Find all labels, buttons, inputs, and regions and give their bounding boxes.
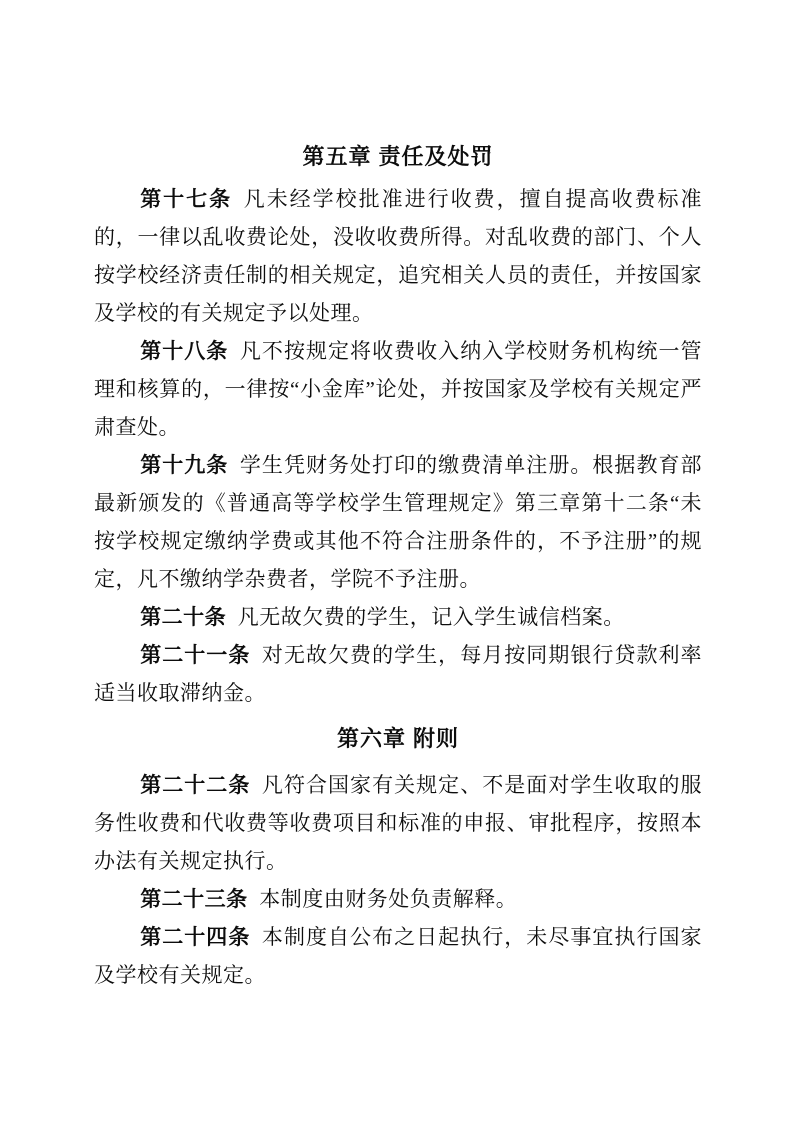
article-24	[94, 918, 702, 994]
article-18	[94, 332, 702, 446]
article-24-text: 本制度自公布之日起执行，未尽事宜执行国家及学校有关规定。	[94, 925, 703, 987]
article-18-label: 第十八条	[140, 339, 229, 363]
chapter-5-heading: 第五章 责任及处罚	[302, 144, 494, 169]
article-20	[94, 598, 702, 636]
article-20-text: 凡无故欠费的学生，记入学生诚信档案。	[237, 605, 625, 629]
article-17-label: 第十七条	[140, 187, 233, 211]
article-23-label: 第二十三条	[140, 887, 248, 911]
article-23	[94, 880, 702, 918]
article-22	[94, 766, 702, 880]
article-18-text: 凡不按规定将收费收入纳入学校财务机构统一管理和核算的，一律按“小金库”论处，并按国家及学校有关规定严肃查处。	[94, 339, 703, 439]
article-21	[94, 636, 702, 712]
article-20-label: 第二十条	[140, 605, 227, 629]
article-19-text: 学生凭财务处打印的缴费清单注册。根据教育部最新颁发的《普通高等学校学生管理规定》第三章第十二条“未按学校规定缴纳学费或其他不符合注册条件的，不予注册”的规定，凡不缴纳学杂费者，学院不予注册。	[94, 453, 703, 591]
article-19	[94, 446, 702, 598]
article-21-label: 第二十一条	[140, 643, 251, 667]
article-24-label: 第二十四条	[140, 925, 251, 949]
article-22-text: 凡符合国家有关规定、不是面对学生收取的服务性收费和代收费等收费项目和标准的申报、审批程序，按照本办法有关规定执行。	[94, 773, 703, 873]
article-17-text: 凡未经学校批准进行收费，擅自提高收费标准的，一律以乱收费论处，没收收费所得。对乱收费的部门、个人按学校经济责任制的相关规定，追究相关人员的责任，并按国家及学校的有关规定予以处理。	[94, 187, 703, 325]
article-19-label: 第十九条	[140, 453, 229, 477]
chapter-6-heading: 第六章 附则	[336, 726, 460, 751]
article-17	[94, 180, 702, 332]
article-23-text: 本制度由财务处负责解释。	[259, 887, 518, 911]
article-21-text: 对无故欠费的学生，每月按同期银行贷款利率适当收取滞纳金。	[94, 643, 703, 705]
article-22-label: 第二十二条	[140, 773, 251, 797]
